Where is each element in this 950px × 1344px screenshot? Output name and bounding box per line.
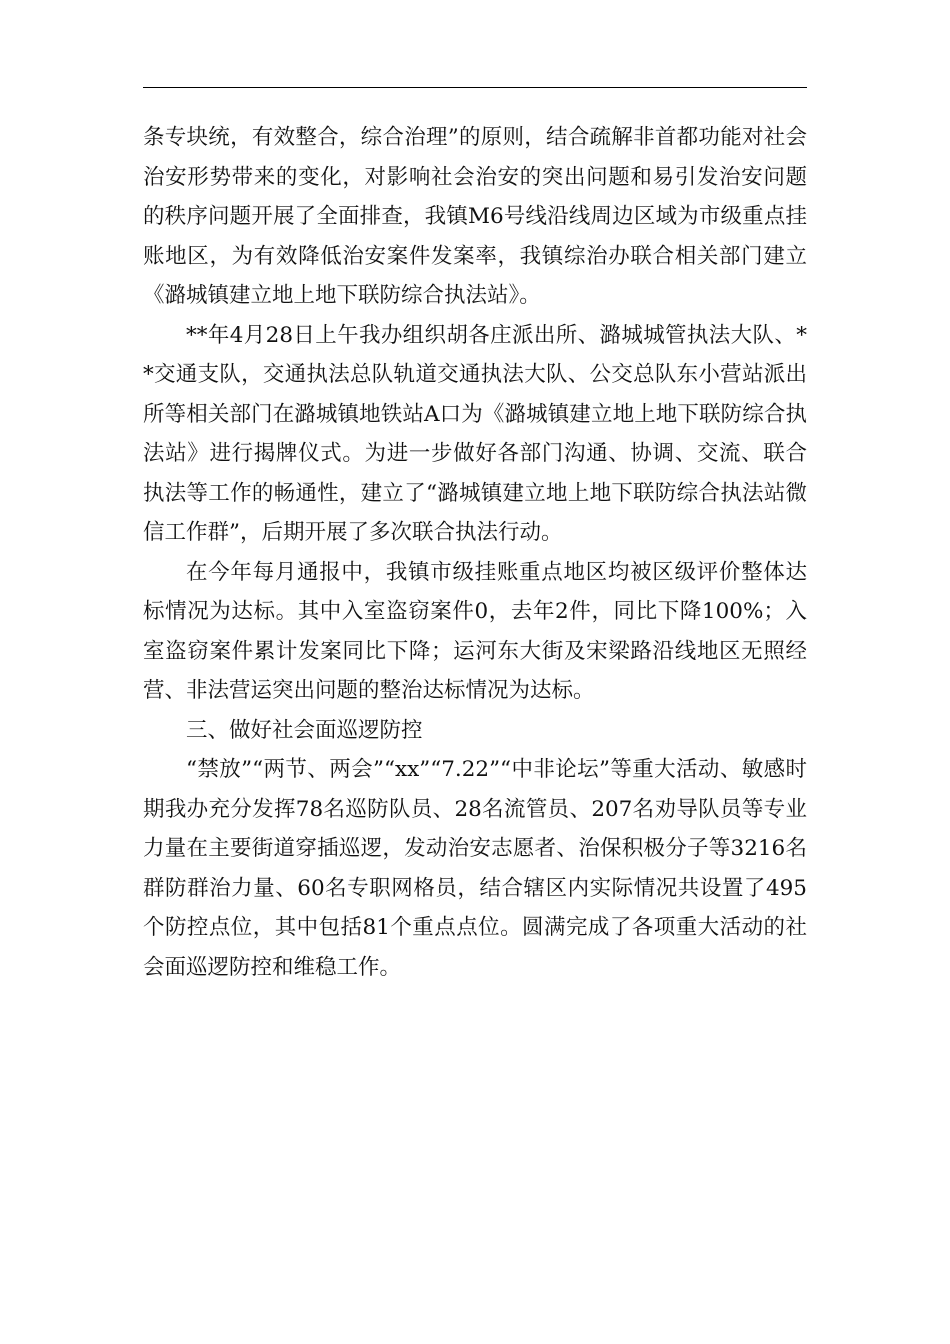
paragraph-unveiling-ceremony: **年4月28日上午我办组织胡各庄派出所、潞城城管执法大队、**交通支队，交通执法总队轨道交通执法大队、公交总队东小营站派出所等相关部门在潞城镇地铁站A口为《潞城镇建立地上地下联防综合执法站》进行揭牌仪式。为进一步做好各部门沟通、协调、交流、联合执法等工作的畅通性，建立了“潞城镇建立地上地下联防综合执法站微信工作群”，后期开展了多次联合执法行动。 [143, 322, 807, 545]
paragraph-monthly-report: 在今年每月通报中，我镇市级挂账重点地区均被区级评价整体达标情况为达标。其中入室盗窃案件0，去年2件，同比下降100%；入室盗窃案件累计发案同比下降；运河东大街及宋梁路沿线地区无照经营、非法营运突出问题的整治达标情况为达标。 [143, 559, 807, 703]
header-rule [143, 87, 807, 88]
paragraph-patrol-control: “禁放”“两节、两会”“xx”“7.22”“中非论坛”等重大活动、敏感时期我办充分发挥78名巡防队员、28名流管员、207名劝导队员等专业力量在主要街道穿插巡逻，发动治安志愿者、治保积极分子等3216名群防群治力量、60名专职网格员，结合辖区内实际情况共设置了495个防控点位，其中包括81个重点点位。圆满完成了各项重大活动的社会面巡逻防控和维稳工作。 [143, 757, 807, 980]
paragraph-continuation: 条专块统，有效整合，综合治理”的原则，结合疏解非首都功能对社会治安形势带来的变化，对影响社会治安的突出问题和易引发治安问题的秩序问题开展了全面排查，我镇M6号线沿线周边区域为市级重点挂账地区，为有效降低治安案件发案率，我镇综治办联合相关部门建立《潞城镇建立地上地下联防综合执法站》。 [143, 125, 807, 308]
section-heading-patrol: 三、做好社会面巡逻防控 [186, 717, 423, 743]
document-body [143, 118, 807, 987]
